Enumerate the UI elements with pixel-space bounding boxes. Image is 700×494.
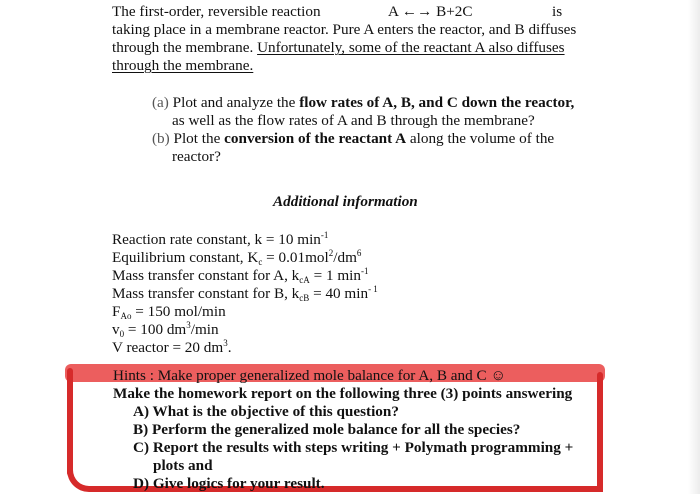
question-a-line-1 — [152, 95, 574, 110]
point-c-line-2: plots and — [153, 457, 213, 474]
param-v0-sub: 0 — [119, 329, 125, 339]
intro-text: The first-order, reversible reaction — [112, 3, 321, 20]
param-kc-sup1: 2 — [328, 248, 334, 258]
intro-line-1 — [112, 4, 321, 19]
param-v0-text: v — [112, 321, 120, 338]
question-a-bold: flow rates of A, B, and C down the reactor, — [299, 94, 575, 111]
intro-line-4: through the membrane. — [112, 57, 254, 74]
param-v0-value: = 100 dm — [124, 321, 187, 338]
point-b: B) Perform the generalized mole balance for all the species? — [133, 421, 521, 438]
intro-is: is — [552, 3, 563, 20]
param-reactor-volume — [112, 340, 232, 355]
intro-text-3a: through the membrane. — [112, 39, 254, 56]
param-kc-sub: c — [258, 257, 263, 267]
question-b-line-2: reactor? — [172, 148, 221, 165]
param-kc-unit: /dm — [333, 249, 357, 266]
point-c-line-1: C) Report the results with steps writing + Polymath programming + — [133, 439, 574, 456]
param-kca-sup: -1 — [360, 266, 369, 276]
param-kcb-text: Mass transfer constant for B, k — [112, 285, 300, 302]
question-a-line-2: as well as the flow rates of A and B through the membrane? — [172, 112, 535, 129]
param-kcb-sub: cB — [299, 293, 310, 303]
reaction-equation — [388, 4, 473, 19]
param-fa-value: = 150 mol/min — [131, 303, 226, 320]
question-a-label: (a) — [152, 94, 169, 111]
red-marker-left — [67, 368, 73, 476]
reaction-text: A ←→ B+2C — [388, 3, 473, 20]
param-kcb-value: = 40 min — [309, 285, 369, 302]
point-a: A) What is the objective of this question? — [133, 403, 399, 420]
param-feed-flow — [112, 304, 226, 319]
param-kc-sup2: 6 — [356, 248, 362, 258]
intro-underlined-3b: Unfortunately, some of the reactant A also diffuses — [257, 39, 565, 56]
param-kc-text: Equilibrium constant, K — [112, 249, 259, 266]
hint-line: Hints : Make proper generalized mole balance for A, B and C ☺ — [113, 367, 506, 384]
param-vr-text: V reactor = 20 dm — [112, 339, 224, 356]
additional-info-title: Additional information — [273, 193, 418, 210]
question-b-line-1 — [152, 131, 554, 146]
param-volumetric-flow — [112, 322, 219, 337]
param-equilibrium-constant — [112, 250, 361, 265]
param-kca-value: = 1 min — [309, 267, 361, 284]
question-b-text-end: along the volume of the — [409, 130, 555, 147]
param-v0-sup: 3 — [186, 320, 191, 330]
param-vr-period: . — [227, 339, 232, 356]
question-b-bold: conversion of the reactant A — [224, 130, 407, 147]
param-kca-sub: cA — [299, 275, 310, 285]
point-d-text: D) Give logics for your result. — [133, 475, 325, 492]
point-d — [133, 476, 325, 491]
intro-line-3 — [112, 40, 565, 55]
param-fa-text: F — [112, 303, 121, 320]
param-kcb-sup: - 1 — [368, 284, 378, 294]
page-edge-shadow — [688, 0, 700, 494]
param-k-text: Reaction rate constant, k = 10 min — [112, 231, 321, 248]
param-kca-text: Mass transfer constant for A, k — [112, 267, 300, 284]
param-vr-sup: 3 — [223, 338, 228, 348]
intro-line-1-end — [552, 4, 562, 19]
question-b-label: (b) — [152, 130, 170, 147]
param-mass-transfer-b — [112, 286, 378, 301]
intro-line-2: taking place in a membrane reactor. Pure A enters the reactor, and B diffuses — [112, 21, 577, 38]
param-v0-unit: /min — [190, 321, 219, 338]
param-fa-sub: Ao — [120, 311, 132, 321]
question-a-text: Plot and analyze the — [172, 94, 296, 111]
report-instruction: Make the homework report on the following three (3) points answering — [113, 385, 573, 402]
param-mass-transfer-a — [112, 268, 368, 283]
param-kc-value: = 0.01mol — [262, 249, 329, 266]
question-b-text: Plot the — [173, 130, 221, 147]
param-k-sup: -1 — [320, 230, 329, 240]
param-rate-constant — [112, 232, 328, 247]
